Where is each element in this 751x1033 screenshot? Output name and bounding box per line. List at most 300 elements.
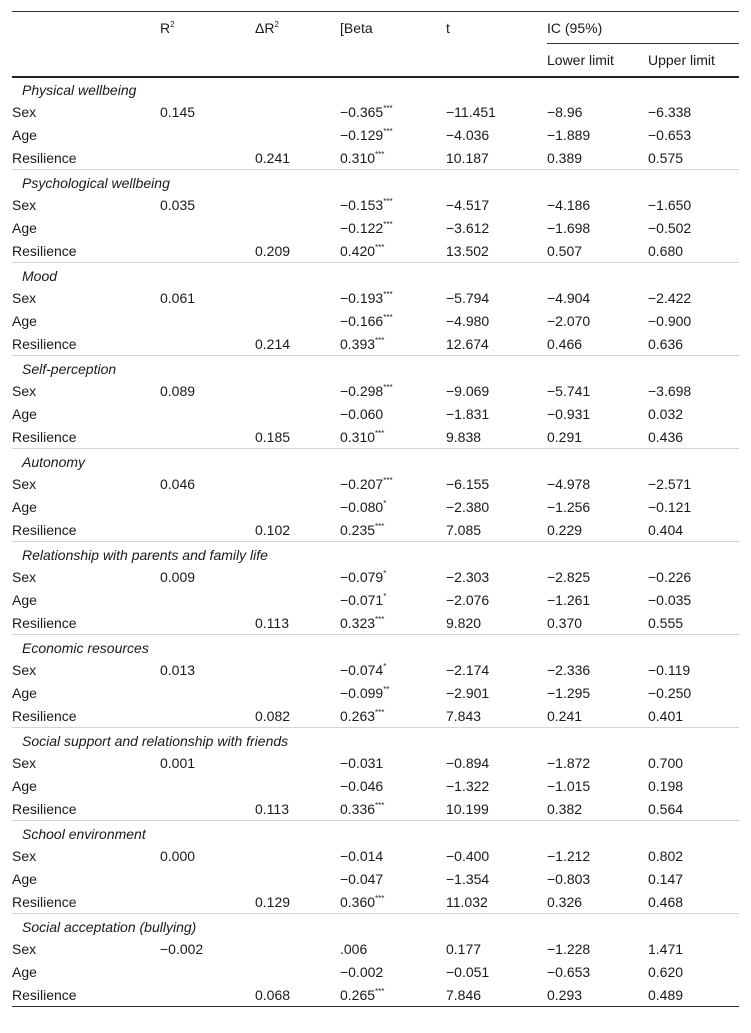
beta-value (340, 101, 446, 124)
beta-value (340, 519, 446, 542)
upper-limit-value: 0.564 (648, 800, 684, 817)
beta-number: −0.031 (340, 755, 384, 771)
t-value: −1.322 (446, 778, 490, 794)
r2-value: 0.035 (160, 197, 196, 213)
upper-limit-value: 0.636 (648, 335, 684, 352)
t-value: −0.400 (446, 848, 490, 864)
delta-r2-value: 0.214 (255, 335, 291, 352)
lower-limit-value: −4.904 (547, 290, 591, 306)
table-row (12, 519, 739, 542)
upper-limit-value: −0.653 (648, 127, 692, 143)
table-row (12, 496, 739, 519)
delta-r2-value (255, 659, 340, 682)
lower-limit-value: −1.228 (547, 941, 591, 957)
row-label: Sex (12, 755, 37, 771)
beta-number: 0.310 (340, 149, 376, 166)
t-value: −0.894 (446, 755, 490, 771)
r2-value: 0.013 (160, 662, 196, 678)
table-row (12, 333, 739, 356)
row-label: Age (12, 499, 37, 515)
table-body (12, 77, 739, 1007)
beta-number: −0.166 (340, 313, 384, 329)
beta-number: −0.080 (340, 499, 384, 515)
r2-value: 0.089 (160, 383, 196, 399)
group-row (12, 77, 739, 101)
t-value: 12.674 (446, 335, 489, 352)
lower-limit-value: −4.978 (547, 476, 591, 492)
beta-number: 0.310 (340, 428, 376, 445)
t-value: −5.794 (446, 290, 490, 306)
beta-number: −0.046 (340, 778, 384, 794)
lower-limit-value: 0.507 (547, 242, 583, 259)
table-row (12, 961, 739, 984)
group-row (12, 170, 739, 194)
delta-r2-value: 0.185 (255, 428, 291, 445)
table-row (12, 612, 739, 635)
r2-value (160, 426, 255, 449)
table-row (12, 682, 739, 705)
table-row (12, 287, 739, 310)
header-row-1 (12, 12, 739, 44)
t-value: −2.901 (446, 685, 490, 701)
lower-limit-value: −2.825 (547, 569, 591, 585)
delta-r2-value: 0.102 (255, 521, 291, 538)
upper-limit-value: −0.119 (648, 662, 691, 678)
beta-value (340, 984, 446, 1007)
table-row (12, 403, 739, 426)
table-row (12, 473, 739, 496)
t-value: −1.354 (446, 871, 490, 887)
delta-r2-value (255, 845, 340, 868)
lower-limit-value: 0.293 (547, 984, 648, 1007)
upper-limit-value: 1.471 (648, 941, 684, 957)
beta-number: 0.235 (340, 521, 376, 538)
t-value: 10.199 (446, 800, 489, 817)
significance-marker: ** (383, 685, 390, 694)
table-row (12, 868, 739, 891)
delta-r2-value (255, 380, 340, 403)
delta-r2-value (255, 961, 340, 984)
beta-value (340, 124, 446, 147)
upper-limit-value: 0.555 (648, 614, 684, 631)
row-label: Resilience (12, 707, 77, 724)
r2-value (160, 124, 255, 147)
delta-r2-value (255, 868, 340, 891)
row-label: Sex (12, 104, 37, 120)
r2-value (160, 403, 255, 426)
row-label: Resilience (12, 242, 77, 259)
beta-value (340, 473, 446, 496)
significance-marker: *** (375, 521, 385, 531)
beta-value (340, 426, 446, 449)
significance-marker: *** (375, 707, 385, 717)
t-value: 7.085 (446, 521, 482, 538)
delta-r2-value: 0.082 (255, 707, 291, 724)
beta-value (340, 217, 446, 240)
table-row (12, 984, 739, 1007)
header-row-2 (12, 44, 739, 77)
t-value: −4.517 (446, 197, 490, 213)
header-empty-cell (12, 12, 160, 44)
lower-limit-value: −0.931 (547, 406, 591, 422)
r2-value (160, 310, 255, 333)
upper-limit-value: 0.198 (648, 778, 684, 794)
group-row (12, 728, 739, 752)
r2-value (160, 961, 255, 984)
beta-value (340, 775, 446, 798)
row-label: Sex (12, 941, 37, 957)
beta-number: −0.071 (340, 592, 384, 608)
beta-number: −0.014 (340, 848, 384, 864)
lower-limit-value: −0.653 (547, 964, 591, 980)
group-title: School environment (12, 821, 739, 845)
t-value: −2.076 (446, 592, 490, 608)
beta-value (340, 333, 446, 356)
beta-number: −0.047 (340, 871, 384, 887)
upper-limit-value: −0.226 (648, 569, 692, 585)
upper-limit-value: 0.404 (648, 521, 684, 538)
beta-number: −0.002 (340, 964, 384, 980)
lower-limit-value: −1.889 (547, 127, 591, 143)
r2-value (160, 705, 255, 728)
header-lower-limit: Lower limit (547, 44, 648, 77)
beta-value (340, 496, 446, 519)
beta-number: 0.263 (340, 707, 376, 724)
table-row (12, 566, 739, 589)
group-title: Mood (12, 263, 739, 287)
row-label: Resilience (12, 335, 77, 352)
upper-limit-value: 0.700 (648, 755, 684, 771)
beta-number: −0.060 (340, 406, 384, 422)
row-label: Age (12, 778, 37, 794)
beta-number: −0.079 (340, 569, 384, 585)
beta-value (340, 612, 446, 635)
delta-r2-value (255, 310, 340, 333)
row-label: Sex (12, 383, 37, 399)
group-title: Physical wellbeing (22, 82, 137, 98)
t-value: −11.451 (446, 104, 496, 120)
significance-marker: *** (375, 428, 385, 438)
significance-marker: *** (383, 197, 393, 206)
upper-limit-value: 0.468 (648, 893, 684, 910)
row-label: Age (12, 592, 37, 608)
table-row (12, 124, 739, 147)
beta-value (340, 705, 446, 728)
row-label: Age (12, 685, 37, 701)
significance-marker: *** (375, 800, 385, 810)
t-value: 9.820 (446, 614, 482, 631)
delta-r2-value (255, 938, 340, 961)
group-title: Social support and relationship with friends (12, 728, 739, 752)
beta-value (340, 147, 446, 170)
beta-value (340, 380, 446, 403)
lower-limit-value: 0.291 (547, 428, 583, 445)
row-label: Resilience (12, 428, 77, 445)
delta-r2-value (255, 566, 340, 589)
upper-limit-value: −3.698 (648, 383, 692, 399)
r2-value (160, 240, 255, 263)
header-upper-limit: Upper limit (648, 44, 739, 77)
lower-limit-value: 0.241 (547, 707, 583, 724)
t-value: −1.831 (446, 406, 490, 422)
beta-value (340, 868, 446, 891)
t-value: 11.032 (446, 893, 488, 910)
row-label: Age (12, 871, 37, 887)
row-label: Sex (12, 290, 37, 306)
significance-marker: *** (375, 614, 385, 624)
r2-value (160, 217, 255, 240)
table-row (12, 775, 739, 798)
table-row (12, 240, 739, 263)
delta-r2-value (255, 473, 340, 496)
t-value: −2.303 (446, 569, 490, 585)
significance-marker: *** (383, 383, 393, 392)
beta-value (340, 938, 446, 961)
lower-limit-value: 0.389 (547, 149, 583, 166)
delta-r2-value (255, 124, 340, 147)
significance-marker: *** (383, 127, 393, 136)
beta-number: .006 (340, 941, 368, 957)
r2-value (160, 682, 255, 705)
significance-marker: *** (383, 104, 393, 113)
delta-r2-value (255, 682, 340, 705)
group-title: Relationship with parents and family life (12, 542, 739, 566)
r2-value (160, 798, 255, 821)
r2-value: 0.145 (160, 104, 196, 120)
lower-limit-value: −1.015 (547, 778, 591, 794)
beta-value (340, 798, 446, 821)
beta-number: 0.265 (340, 986, 376, 1003)
delta-r2-value (255, 403, 340, 426)
beta-number: −0.207 (340, 476, 384, 492)
lower-limit-value: −0.803 (547, 871, 591, 887)
significance-marker: *** (375, 335, 385, 345)
table-row (12, 891, 739, 914)
delta-r2-value (255, 496, 340, 519)
beta-number: 0.336 (340, 800, 376, 817)
significance-marker: * (383, 662, 387, 671)
t-value: −2.380 (446, 499, 490, 515)
t-value: −2.174 (446, 662, 490, 678)
lower-limit-value: 0.229 (547, 521, 583, 538)
significance-marker: *** (383, 476, 393, 485)
group-title: Autonomy (12, 449, 739, 473)
delta-r2-value: 0.209 (255, 242, 291, 259)
significance-marker: *** (375, 893, 385, 903)
lower-limit-value: −4.186 (547, 197, 591, 213)
lower-limit-value: −1.212 (547, 848, 591, 864)
lower-limit-value: −1.295 (547, 685, 591, 701)
beta-number: 0.393 (340, 335, 376, 352)
lower-limit-value: −2.070 (547, 313, 591, 329)
group-row (12, 356, 739, 380)
table-row (12, 217, 739, 240)
t-value: −9.069 (446, 383, 490, 399)
table-row (12, 194, 739, 217)
group-row (12, 821, 739, 845)
upper-limit-value: 0.802 (648, 848, 684, 864)
beta-number: −0.193 (340, 290, 384, 306)
beta-value (340, 589, 446, 612)
lower-limit-value: −1.256 (547, 499, 591, 515)
r2-value: −0.002 (160, 941, 204, 957)
upper-limit-value: 0.032 (648, 406, 684, 422)
beta-value (340, 287, 446, 310)
significance-marker: * (383, 592, 387, 601)
r2-value: 0.001 (160, 755, 196, 771)
beta-number: 0.360 (340, 893, 376, 910)
t-value: −4.036 (446, 127, 490, 143)
beta-value (340, 961, 446, 984)
upper-limit-value: −0.502 (648, 220, 692, 236)
header-ic: IC (95%) (547, 12, 739, 44)
row-label: Resilience (12, 521, 77, 538)
r2-value (160, 496, 255, 519)
row-label: Age (12, 964, 37, 980)
group-title: Psychological wellbeing (12, 170, 739, 194)
r2-value (160, 333, 255, 356)
group-row (12, 449, 739, 473)
t-value: −4.980 (446, 313, 490, 329)
group-row (12, 542, 739, 566)
beta-value (340, 891, 446, 914)
upper-limit-value: 0.401 (648, 707, 684, 724)
row-label: Sex (12, 476, 37, 492)
delta-r2-value (255, 589, 340, 612)
lower-limit-value: −1.261 (547, 592, 591, 608)
row-label: Sex (12, 848, 37, 864)
row-label: Resilience (12, 893, 77, 910)
upper-limit-value: −0.900 (648, 313, 692, 329)
delta-r2-value (255, 752, 340, 775)
significance-marker: * (383, 499, 387, 508)
t-value: 9.838 (446, 428, 482, 445)
r2-value: 0.061 (160, 290, 196, 306)
beta-number: 0.323 (340, 614, 376, 631)
beta-number: −0.153 (340, 197, 384, 213)
beta-value (340, 194, 446, 217)
lower-limit-value: 0.370 (547, 614, 583, 631)
group-row (12, 263, 739, 287)
beta-number: −0.129 (340, 127, 384, 143)
table-row (12, 426, 739, 449)
beta-value (340, 682, 446, 705)
lower-limit-value: −5.741 (547, 383, 591, 399)
t-value: 7.846 (446, 984, 547, 1007)
beta-value (340, 403, 446, 426)
t-value: 13.502 (446, 242, 489, 259)
significance-marker: * (383, 569, 387, 578)
t-value: 7.843 (446, 707, 482, 724)
row-label: Age (12, 406, 37, 422)
delta-r2-value: 0.129 (255, 893, 291, 910)
significance-marker: *** (383, 290, 393, 299)
r2-value (160, 984, 255, 1007)
header-delta-r2: $\Delta R^2$ (255, 12, 340, 44)
delta-r2-value (255, 101, 340, 124)
r2-value (160, 775, 255, 798)
upper-limit-value: 0.436 (648, 428, 684, 445)
group-title: Self-perception (12, 356, 739, 380)
header-t: t (446, 12, 547, 44)
significance-marker: *** (383, 313, 393, 322)
significance-marker: *** (383, 220, 393, 229)
t-value: −0.051 (446, 964, 490, 980)
beta-value (340, 845, 446, 868)
upper-limit-value: −2.571 (648, 476, 692, 492)
upper-limit-value: −0.250 (648, 685, 692, 701)
upper-limit-value: −6.338 (648, 104, 692, 120)
beta-value (340, 566, 446, 589)
lower-limit-value: 0.382 (547, 800, 583, 817)
group-row (12, 635, 739, 659)
r2-value (160, 519, 255, 542)
group-row (12, 914, 739, 938)
row-label: Resilience (12, 984, 160, 1007)
table-row (12, 659, 739, 682)
r2-value: 0.046 (160, 476, 196, 492)
beta-value (340, 752, 446, 775)
lower-limit-value: −1.698 (547, 220, 591, 236)
t-value: −6.155 (446, 476, 490, 492)
table-row (12, 845, 739, 868)
r2-value (160, 589, 255, 612)
row-label: Resilience (12, 149, 77, 166)
table-row (12, 589, 739, 612)
upper-limit-value: −2.422 (648, 290, 692, 306)
delta-r2-value (255, 287, 340, 310)
t-value: 10.187 (446, 149, 489, 166)
delta-r2-value: 0.068 (255, 984, 340, 1007)
delta-r2-value (255, 775, 340, 798)
beta-number: −0.099 (340, 685, 384, 701)
row-label: Age (12, 127, 37, 143)
table-row (12, 798, 739, 821)
upper-limit-value: 0.489 (648, 984, 739, 1007)
table-row (12, 938, 739, 961)
lower-limit-value: −1.872 (547, 755, 591, 771)
beta-number: −0.074 (340, 662, 384, 678)
beta-number: −0.122 (340, 220, 384, 236)
t-value: 0.177 (446, 941, 482, 957)
delta-r2-value: 0.113 (255, 800, 289, 817)
beta-number: −0.298 (340, 383, 384, 399)
lower-limit-value: 0.326 (547, 893, 583, 910)
table-row (12, 705, 739, 728)
beta-value (340, 240, 446, 263)
group-title: Economic resources (12, 635, 739, 659)
table-row (12, 101, 739, 124)
upper-limit-value: −0.035 (648, 592, 692, 608)
beta-number: 0.420 (340, 242, 376, 259)
r2-value (160, 868, 255, 891)
r2-value (160, 147, 255, 170)
upper-limit-value: −1.650 (648, 197, 692, 213)
r2-value: 0.009 (160, 569, 196, 585)
upper-limit-value: 0.575 (648, 149, 684, 166)
table-row (12, 752, 739, 775)
table-row (12, 380, 739, 403)
row-label: Sex (12, 569, 37, 585)
r2-value (160, 891, 255, 914)
row-label: Sex (12, 197, 37, 213)
row-label: Resilience (12, 800, 77, 817)
upper-limit-value: 0.620 (648, 964, 684, 980)
t-value: −3.612 (446, 220, 490, 236)
significance-marker: *** (375, 242, 385, 252)
header-beta: [Beta (340, 12, 446, 44)
lower-limit-value: 0.466 (547, 335, 583, 352)
